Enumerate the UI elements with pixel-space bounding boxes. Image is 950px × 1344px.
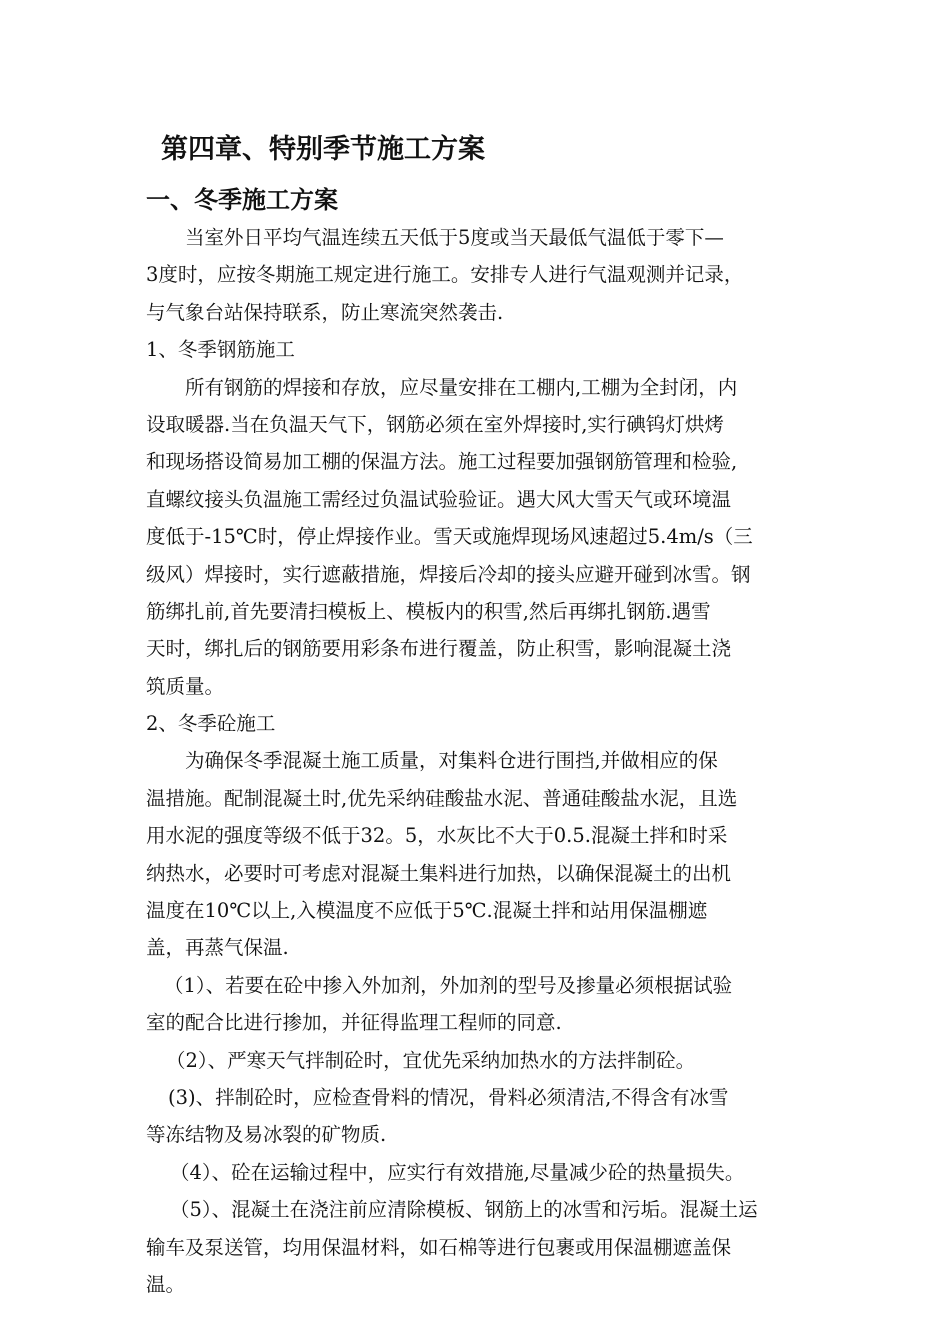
paragraph-line: 筑质量。: [146, 674, 225, 698]
paragraph-line: 级风）焊接时，实行遮蔽措施，焊接后冷却的接头应避开碰到冰雪。钢: [146, 562, 751, 586]
paragraph-line: 温度在10℃以上,入模温度不应低于5℃.混凝土拌和站用保温棚遮: [146, 899, 708, 923]
paragraph-line: 当室外日平均气温连续五天低于5度或当天最低气温低于零下—: [185, 226, 724, 249]
paragraph-line: 和现场搭设简易加工棚的保温方法。施工过程要加强钢筋管理和检验,: [146, 450, 738, 474]
paragraph-line: 设取暖器.当在负温天气下，钢筋必须在室外焊接时,实行碘钨灯烘烤: [146, 412, 724, 436]
paragraph-line: 所有钢筋的焊接和存放，应尽量安排在工棚内,工棚为全封闭，内: [185, 375, 738, 399]
section-title: 一、冬季施工方案: [146, 186, 338, 214]
paragraph-line: 温措施。配制混凝土时,优先采纳硅酸盐水泥、普通硅酸盐水泥，且选: [146, 786, 738, 810]
paragraph-line: 温。: [146, 1272, 186, 1296]
chapter-title: 第四章、特别季节施工方案: [161, 134, 485, 165]
paragraph-line: 等冻结物及易冰裂的矿物质.: [146, 1123, 387, 1147]
paragraph-line: 用水泥的强度等级不低于32。5，水灰比不大于0.5.混凝土拌和时采: [146, 824, 728, 848]
list-item-3: (3)、拌制砼时，应检查骨料的情况，骨料必须清洁,不得含有冰雪: [168, 1085, 729, 1109]
paragraph-line: 筋绑扎前,首先要清扫模板上、模板内的积雪,然后再绑扎钢筋.遇雪: [146, 599, 711, 623]
list-item-4: （4）、砼在运输过程中，应实行有效措施,尽量减少砼的热量损失。: [170, 1160, 745, 1184]
body-text: [146, 219, 814, 1303]
list-item-5: （5）、混凝土在浇注前应清除模板、钢筋上的冰雪和污垢。混凝土运: [170, 1198, 758, 1222]
paragraph-line: 为确保冬季混凝土施工质量，对集料仓进行围挡,并做相应的保: [185, 749, 718, 773]
paragraph-line: 天时，绑扎后的钢筋要用彩条布进行覆盖，防止积雪，影响混凝土浇: [146, 637, 732, 661]
paragraph-line: 直螺纹接头负温施工需经过负温试验验证。遇大风大雪天气或环境温: [146, 487, 732, 511]
list-item-1: （1）、若要在砼中掺入外加剂，外加剂的型号及掺量必须根据试验: [164, 973, 733, 997]
paragraph-line: 3度时，应按冬期施工规定进行施工。安排专人进行气温观测并记录，: [146, 263, 744, 287]
subsection-heading-rebar: 1、冬季钢筋施工: [146, 338, 295, 362]
paragraph-line: 纳热水，必要时可考虑对混凝土集料进行加热，以确保混凝土的出机: [146, 861, 732, 885]
paragraph-line: 盖，再蒸气保温.: [146, 936, 289, 960]
subsection-heading-concrete: 2、冬季砼施工: [146, 712, 276, 736]
paragraph-line: 输车及泵送管，均用保温材料，如石棉等进行包裹或用保温棚遮盖保: [146, 1235, 732, 1259]
list-item-2: （2）、严寒天气拌制砼时，宜优先采纳加热水的方法拌制砼。: [166, 1048, 696, 1072]
paragraph-line: 室的配合比进行掺加，并征得监理工程师的同意.: [146, 1011, 562, 1035]
paragraph-line: 度低于-15℃时，停止焊接作业。雪天或施焊现场风速超过5.4m/s（三: [146, 525, 753, 549]
paragraph-line: 与气象台站保持联系，防止寒流突然袭击.: [146, 300, 504, 324]
